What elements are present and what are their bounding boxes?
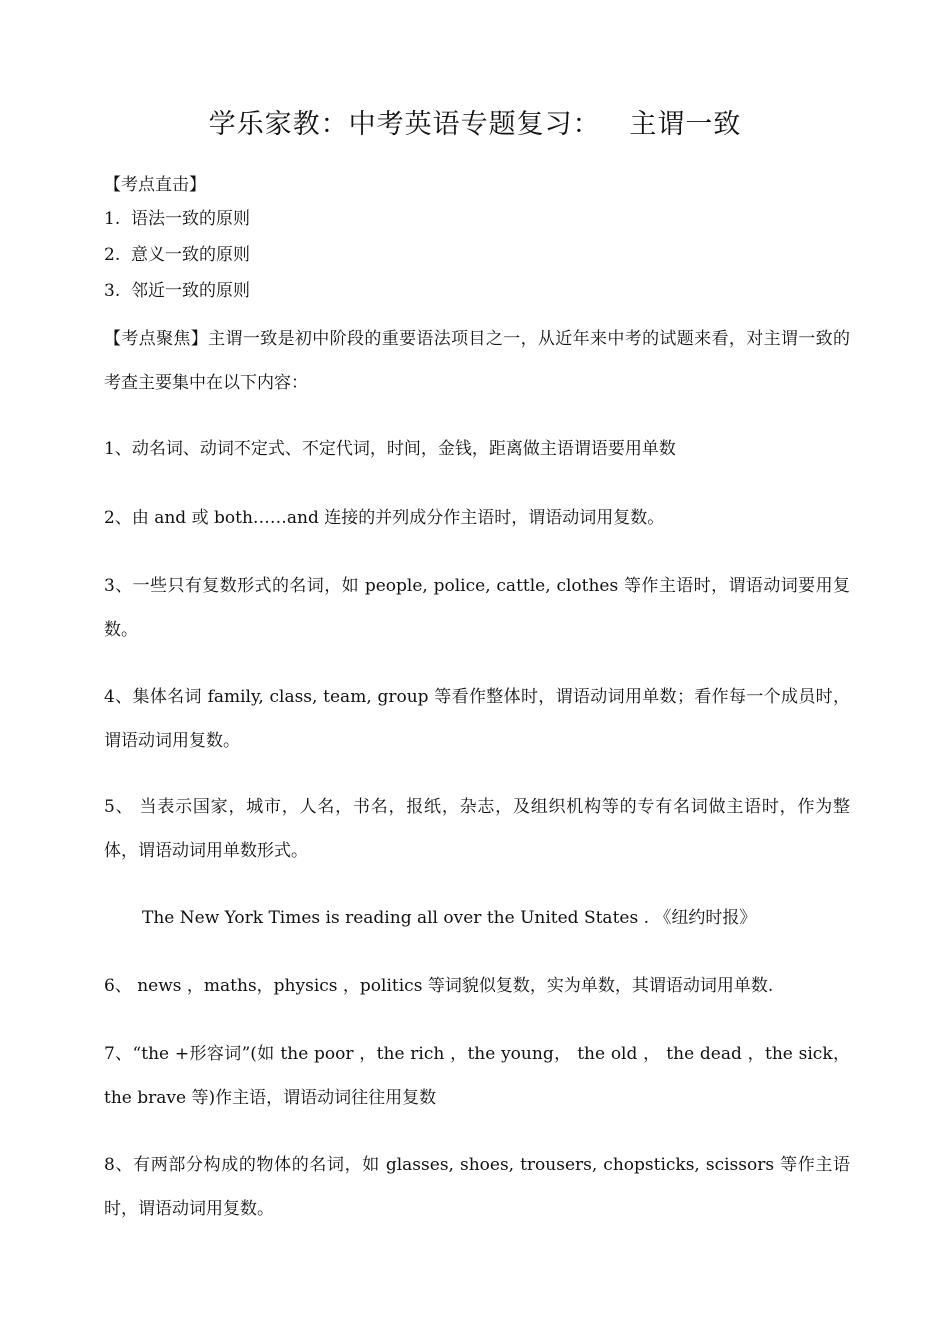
rule-1: 1、动名词、动词不定式、不定代词，时间，金钱，距离做主语谓语要用单数 xyxy=(104,439,676,459)
kaodian-jujiao-paragraph: 【考点聚焦】主谓一致是初中阶段的重要语法项目之一，从近年来中考的试题来看，对主谓一致的考查主要集中在以下内容： xyxy=(104,329,850,393)
rule-2: 2、由 and 或 both……and 连接的并列成分作主语时，谓语动词用复数。 xyxy=(104,508,665,528)
rule-3: 3、一些只有复数形式的名词，如 people, police, cattle, clothes 等作主语时，谓语动词要用复数。 xyxy=(104,576,850,640)
principle-item-1: 1. 语法一致的原则 xyxy=(104,209,251,229)
rule-5-example: The New York Times is reading all over the United States . 《纽约时报》 xyxy=(142,908,757,928)
document-title: 学乐家教：中考英语专题复习： 主谓一致 xyxy=(208,109,742,140)
principle-item-3: 3. 邻近一致的原则 xyxy=(104,281,251,301)
principle-item-2: 2. 意义一致的原则 xyxy=(104,245,251,265)
rule-8: 8、有两部分构成的物体的名词，如 glasses, shoes, trousers, chopsticks, scissors 等作主语时，谓语动词用复数。 xyxy=(104,1155,850,1219)
section-heading-kaodian-zhiji: 【考点直击】 xyxy=(104,175,206,195)
rule-7: 7、“the +形容词”(如 the poor ，the rich ，the young， the old ， the dead ，the sick，the brave 等)作主语，谓语动词往往用复数 xyxy=(104,1044,850,1108)
rule-5: 5、 当表示国家，城市，人名，书名，报纸，杂志，及组织机构等的专有名词做主语时，作为整体，谓语动词用单数形式。 xyxy=(104,797,850,861)
rule-4: 4、集体名词 family, class, team, group 等看作整体时，谓语动词用单数；看作每一个成员时，谓语动词用复数。 xyxy=(104,687,850,751)
rule-6: 6、 news ，maths，physics ，politics 等词貌似复数，实为单数，其谓语动词用单数. xyxy=(104,976,774,996)
